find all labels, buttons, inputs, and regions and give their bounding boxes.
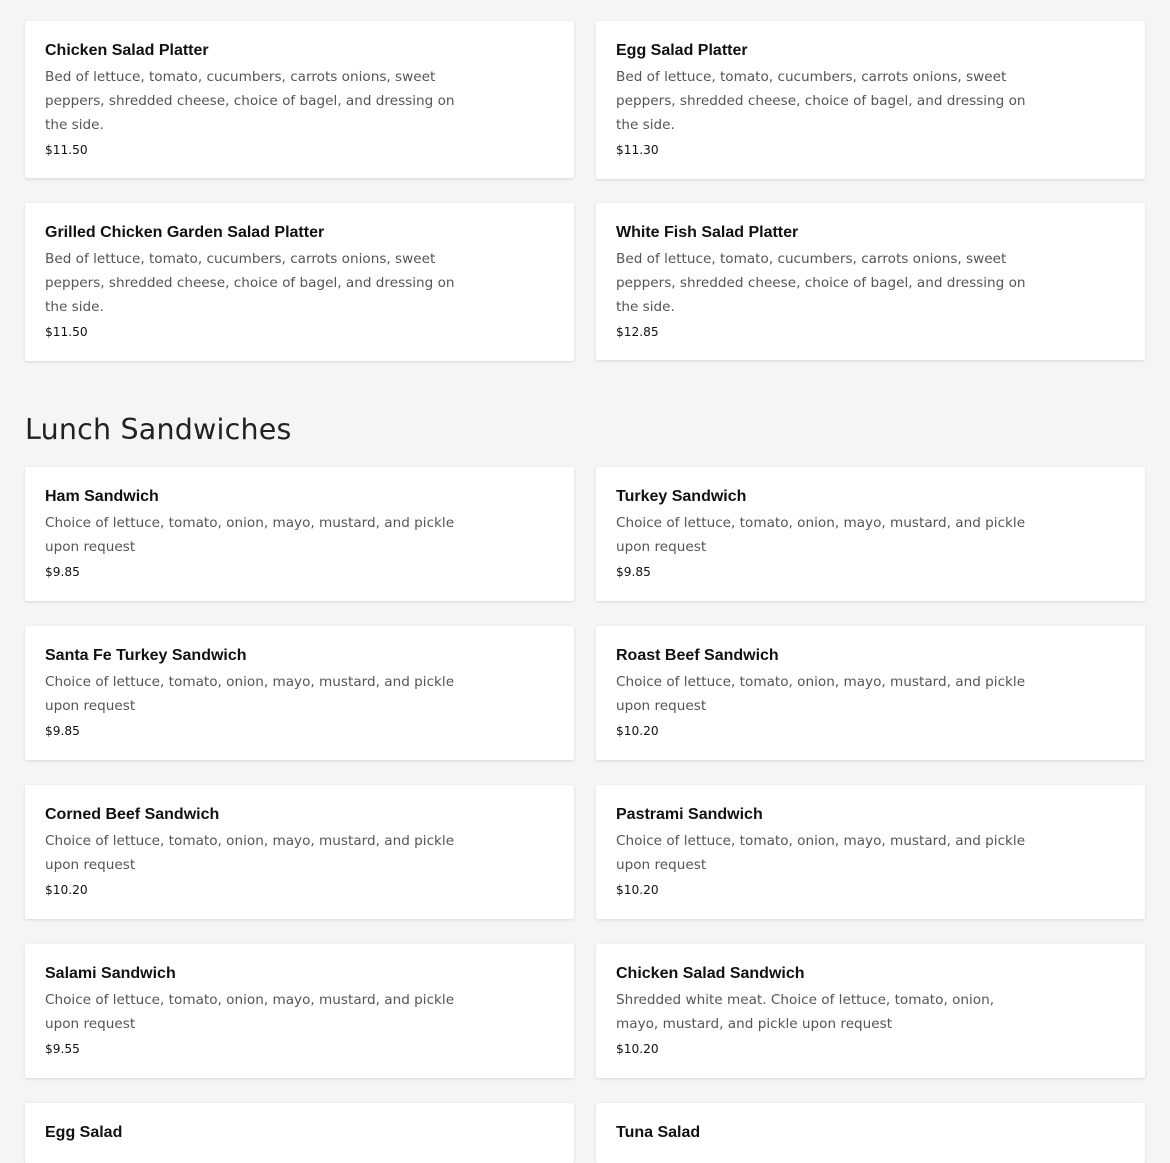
item-price: $12.85 [616, 325, 659, 339]
item-name: Egg Salad Platter [616, 42, 748, 59]
item-name: Chicken Salad Sandwich [616, 965, 805, 982]
item-price: $11.50 [45, 325, 88, 339]
menu-item-card[interactable] [25, 203, 574, 361]
item-name: Tuna Salad [616, 1124, 701, 1141]
item-price: $11.50 [45, 143, 88, 157]
item-description: Choice of lettuce, tomato, onion, mayo, mustard, and pickle upon request [45, 833, 455, 873]
menu-item-card[interactable] [596, 785, 1145, 919]
item-name: Corned Beef Sandwich [45, 806, 220, 823]
item-price: $10.20 [616, 724, 659, 738]
item-name: Chicken Salad Platter [45, 42, 209, 59]
menu-item-card[interactable] [596, 626, 1145, 760]
item-description: Shredded white meat. Choice of lettuce, tomato, onion, mayo, mustard, and pickle upon request [616, 992, 995, 1032]
item-name: Roast Beef Sandwich [616, 647, 779, 664]
item-price: $9.85 [45, 724, 80, 738]
menu-item-card[interactable] [25, 1103, 574, 1163]
menu-item-card[interactable] [596, 203, 1145, 360]
menu-item-card[interactable] [25, 21, 574, 178]
item-description: Choice of lettuce, tomato, onion, mayo, mustard, and pickle upon request [45, 515, 455, 555]
item-price: $10.20 [45, 883, 88, 897]
item-name: Santa Fe Turkey Sandwich [45, 647, 247, 664]
item-description: Choice of lettuce, tomato, onion, mayo, mustard, and pickle upon request [45, 674, 455, 714]
item-description: Bed of lettuce, tomato, cucumbers, carrots onions, sweet peppers, shredded cheese, choice of bagel, and dressing on the side. [45, 251, 455, 315]
item-name: White Fish Salad Platter [616, 224, 799, 241]
menu-item-card[interactable] [596, 21, 1145, 179]
item-name: Egg Salad [45, 1124, 123, 1141]
item-price: $10.20 [616, 1042, 659, 1056]
item-name: Salami Sandwich [45, 965, 176, 982]
section-title-lunch-sandwiches: Lunch Sandwiches [25, 413, 292, 446]
item-price: $9.55 [45, 1042, 80, 1056]
item-description: Choice of lettuce, tomato, onion, mayo, mustard, and pickle upon request [616, 674, 1026, 714]
item-price: $11.30 [616, 143, 659, 157]
item-name: Grilled Chicken Garden Salad Platter [45, 224, 325, 241]
menu-item-card[interactable] [25, 785, 574, 919]
salad-platters-grid [25, 21, 1145, 361]
menu-item-card[interactable] [25, 626, 574, 760]
lunch-sandwiches-grid [25, 467, 1145, 1163]
item-description: Bed of lettuce, tomato, cucumbers, carrots onions, sweet peppers, shredded cheese, choice of bagel, and dressing on the side. [45, 69, 455, 133]
menu-item-card[interactable] [25, 944, 574, 1078]
item-name: Pastrami Sandwich [616, 806, 763, 823]
item-price: $10.20 [616, 883, 659, 897]
menu-item-card[interactable] [596, 944, 1145, 1078]
item-description: Choice of lettuce, tomato, onion, mayo, mustard, and pickle upon request [45, 992, 455, 1032]
item-description: Choice of lettuce, tomato, onion, mayo, mustard, and pickle upon request [616, 515, 1026, 555]
menu-item-card[interactable] [25, 467, 574, 601]
menu-item-card[interactable] [596, 467, 1145, 601]
item-description: Bed of lettuce, tomato, cucumbers, carrots onions, sweet peppers, shredded cheese, choice of bagel, and dressing on the side. [616, 69, 1026, 133]
item-price: $9.85 [45, 565, 80, 579]
item-description: Bed of lettuce, tomato, cucumbers, carrots onions, sweet peppers, shredded cheese, choice of bagel, and dressing on the side. [616, 251, 1026, 315]
menu-item-card[interactable] [596, 1103, 1145, 1163]
item-description: Choice of lettuce, tomato, onion, mayo, mustard, and pickle upon request [616, 833, 1026, 873]
item-name: Turkey Sandwich [616, 488, 747, 505]
item-price: $9.85 [616, 565, 651, 579]
item-name: Ham Sandwich [45, 488, 159, 505]
